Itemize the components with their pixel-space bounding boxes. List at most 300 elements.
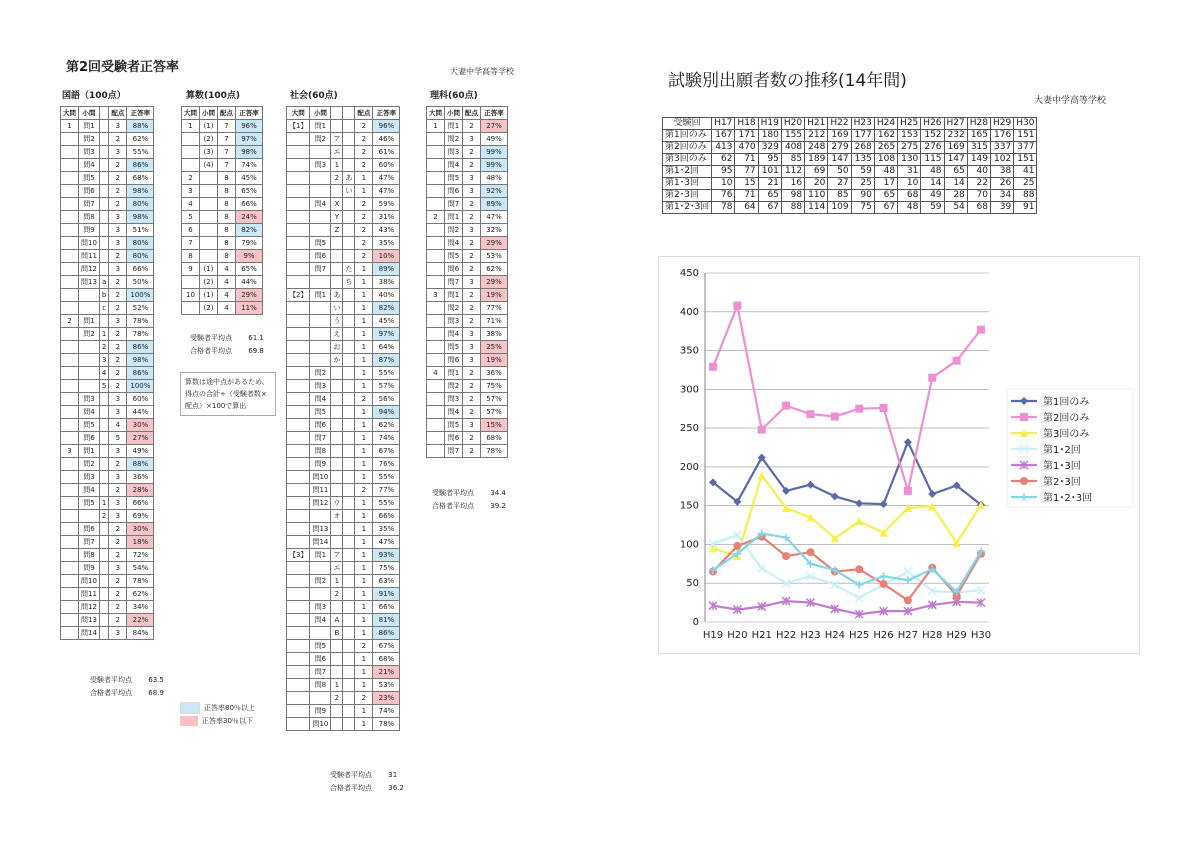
table-cell: 2 [109, 341, 127, 354]
table-cell: 98% [236, 146, 263, 159]
rika-avg-examinee: 受験者平均点 34.4 [432, 489, 506, 497]
table-cell: 4 [218, 302, 236, 315]
table-cell: 75 [851, 202, 874, 214]
table-cell [343, 250, 355, 263]
table-cell: 8 [218, 224, 236, 237]
table-cell: 問4 [310, 198, 331, 211]
table-row [287, 601, 400, 614]
table-row [427, 159, 508, 172]
y-tick-label: 350 [679, 345, 699, 357]
table-cell: (1) [200, 289, 218, 302]
table-cell: 問4 [445, 328, 463, 341]
table-cell [61, 237, 79, 250]
col-header: 配点 [218, 107, 236, 120]
table-cell: 3 [463, 185, 481, 198]
table-row [427, 367, 508, 380]
table-cell [343, 432, 355, 445]
table-cell: 問11 [79, 250, 100, 263]
table-row [61, 289, 154, 302]
table-row [287, 497, 400, 510]
table-row [61, 471, 154, 484]
table-cell [61, 263, 79, 276]
table-cell: 62 [712, 154, 735, 166]
table-cell: 問3 [445, 146, 463, 159]
table-cell: 70 [967, 190, 990, 202]
table-row [287, 367, 400, 380]
table-cell: 2 [109, 172, 127, 185]
table-row [427, 263, 508, 276]
table-cell: 【3】 [287, 549, 310, 562]
data-point [928, 374, 936, 382]
table-cell: 82% [373, 302, 400, 315]
data-point [758, 426, 766, 434]
table-cell: 88 [1014, 190, 1037, 202]
school-name-left: 大妻中学高等学校 [450, 67, 514, 76]
table-cell: 2 [109, 354, 127, 367]
table-cell: 50% [127, 276, 154, 289]
table-cell: 180 [758, 130, 781, 142]
table-cell: B [331, 627, 343, 640]
table-cell: 2 [463, 289, 481, 302]
table-cell: 62% [127, 588, 154, 601]
table-row [287, 120, 400, 133]
table-cell: 29% [236, 289, 263, 302]
table-cell: 167 [712, 130, 735, 142]
table-cell: 377 [1014, 142, 1037, 154]
table-cell: 44% [127, 406, 154, 419]
table-cell: Z [331, 224, 343, 237]
table-cell: 問2 [310, 133, 331, 146]
table-cell: 3 [109, 263, 127, 276]
table-cell: 問8 [310, 445, 331, 458]
table-row [287, 445, 400, 458]
table-cell [61, 224, 79, 237]
table-cell: 115 [921, 154, 944, 166]
table-row [287, 653, 400, 666]
table-cell [343, 510, 355, 523]
table-cell: 1 [355, 614, 373, 627]
table-cell: 98 [781, 190, 804, 202]
table-cell: 2 [109, 588, 127, 601]
table-cell: 276 [921, 142, 944, 154]
table-cell: 3 [463, 133, 481, 146]
table-cell: 第2回のみ [663, 142, 712, 154]
table-cell [343, 367, 355, 380]
table-cell: 80% [127, 250, 154, 263]
table-cell: 問4 [310, 393, 331, 406]
table-cell [343, 536, 355, 549]
table-cell: 1 [99, 497, 108, 510]
table-row [287, 575, 400, 588]
table-cell: 問2 [79, 328, 100, 341]
table-cell: 2 [355, 133, 373, 146]
table-cell: 2 [463, 367, 481, 380]
table-cell [287, 614, 310, 627]
table-row [287, 562, 400, 575]
table-row [61, 562, 154, 575]
col-header: 受験回 [663, 118, 712, 130]
table-cell [331, 380, 343, 393]
table-cell: 91 [1014, 202, 1037, 214]
table-cell: 72% [127, 549, 154, 562]
table-cell: 1 [99, 328, 108, 341]
table-cell: 275 [898, 142, 921, 154]
table-cell [343, 133, 355, 146]
table-cell: 問7 [310, 263, 331, 276]
table-cell: 5 [109, 432, 127, 445]
data-point [806, 410, 814, 418]
table-cell [343, 497, 355, 510]
table-row [287, 627, 400, 640]
table-cell: 問1 [445, 120, 463, 133]
table-cell [343, 289, 355, 302]
x-tick-label: H27 [897, 630, 919, 641]
table-row [427, 419, 508, 432]
table-cell [61, 406, 79, 419]
table-cell: 2 [109, 133, 127, 146]
table-cell: 40% [373, 289, 400, 302]
table-cell: 問14 [79, 627, 100, 640]
table-cell [200, 172, 218, 185]
table-cell: 109 [828, 202, 851, 214]
table-row [287, 692, 400, 705]
table-cell [287, 575, 310, 588]
table-cell [331, 250, 343, 263]
table-cell: 470 [735, 142, 758, 154]
table-cell: 189 [805, 154, 828, 166]
applicants-title: 試験別出願者数の推移(14年間) [668, 71, 907, 91]
table-row [287, 172, 400, 185]
table-cell: 問12 [310, 497, 331, 510]
x-tick-label: H20 [727, 630, 748, 641]
table-cell: (4) [200, 159, 218, 172]
series-line [713, 442, 981, 505]
table-cell: 155 [781, 130, 804, 142]
table-cell [99, 614, 108, 627]
table-cell: 3 [463, 276, 481, 289]
table-row [287, 263, 400, 276]
table-row [427, 237, 508, 250]
table-cell [61, 614, 79, 627]
table-cell: 92% [481, 185, 508, 198]
table-cell: 69% [127, 510, 154, 523]
table-cell: 1 [355, 419, 373, 432]
table-cell: 問3 [79, 146, 100, 159]
table-cell: 2 [109, 523, 127, 536]
table-cell: 1 [331, 159, 343, 172]
table-cell: 80% [127, 198, 154, 211]
table-cell: 68% [481, 432, 508, 445]
table-cell: 1 [61, 120, 79, 133]
table-cell [343, 653, 355, 666]
table-cell: 91% [373, 588, 400, 601]
table-cell: 68 [898, 190, 921, 202]
table-row [427, 341, 508, 354]
table-cell: 78% [373, 718, 400, 731]
table-cell: 97% [236, 133, 263, 146]
table-cell: 169 [944, 142, 967, 154]
table-cell: 2 [109, 185, 127, 198]
data-point [928, 490, 936, 498]
table-cell: 46% [373, 133, 400, 146]
table-cell [99, 536, 108, 549]
table-cell [287, 692, 310, 705]
table-cell [343, 627, 355, 640]
table-cell: 2 [109, 328, 127, 341]
table-cell [427, 224, 445, 237]
table-cell [99, 263, 108, 276]
table-cell [99, 523, 108, 536]
table-cell: 3 [109, 211, 127, 224]
table-cell [99, 575, 108, 588]
table-cell [343, 471, 355, 484]
table-cell: 1 [331, 679, 343, 692]
table-cell: 問5 [79, 172, 100, 185]
table-cell [310, 185, 331, 198]
table-cell: 1 [355, 185, 373, 198]
table-cell [61, 367, 79, 380]
data-point [977, 326, 985, 334]
table-cell: エ [331, 562, 343, 575]
table-cell: 2 [109, 367, 127, 380]
table-cell: 問12 [79, 601, 100, 614]
table-cell [61, 536, 79, 549]
table-cell [200, 250, 218, 263]
table-row [287, 705, 400, 718]
table-row [427, 380, 508, 393]
table-cell: 2 [355, 120, 373, 133]
table-row [427, 224, 508, 237]
table-cell: 98% [127, 354, 154, 367]
table-cell: あ [343, 172, 355, 185]
table-cell [343, 341, 355, 354]
data-point [782, 402, 790, 410]
table-cell [99, 432, 108, 445]
table-cell: (1) [200, 120, 218, 133]
data-point [855, 405, 863, 413]
table-cell [287, 497, 310, 510]
table-cell [61, 159, 79, 172]
table-cell: 66% [236, 198, 263, 211]
table-row [61, 419, 154, 432]
table-cell: 86% [373, 627, 400, 640]
table-cell [99, 172, 108, 185]
table-cell: 問4 [79, 484, 100, 497]
table-row [61, 575, 154, 588]
table-row [287, 276, 400, 289]
table-cell: 67 [758, 202, 781, 214]
table-cell [427, 393, 445, 406]
table-cell: 66% [373, 601, 400, 614]
table-cell: 1 [355, 302, 373, 315]
table-cell: 89% [481, 198, 508, 211]
table-cell [99, 393, 108, 406]
table-cell [61, 432, 79, 445]
table-cell [343, 406, 355, 419]
table-cell [79, 289, 100, 302]
table-row [182, 224, 263, 237]
table-cell: 408 [781, 142, 804, 154]
table-cell: 問1 [445, 367, 463, 380]
data-point [904, 596, 912, 604]
table-row [427, 185, 508, 198]
legend-label: 第1回のみ [1043, 397, 1090, 408]
col-header: 正答率 [127, 107, 154, 120]
table-cell: 78% [127, 315, 154, 328]
table-cell: 3 [182, 185, 200, 198]
sansu-avg-passer: 合格者平均点 69.8 [190, 347, 264, 355]
table-cell [343, 679, 355, 692]
table-cell: 35% [373, 237, 400, 250]
table-cell: 7 [218, 120, 236, 133]
table-cell: 10 [898, 178, 921, 190]
table-cell: 248 [805, 142, 828, 154]
data-point [831, 492, 839, 500]
table-cell: え [331, 328, 343, 341]
table-cell: 問2 [79, 133, 100, 146]
table-cell: 3 [109, 393, 127, 406]
table-cell: 3 [109, 120, 127, 133]
table-cell: 36% [481, 367, 508, 380]
table-cell: 67% [373, 445, 400, 458]
table-cell: 17 [874, 178, 897, 190]
table-cell [61, 185, 79, 198]
series-line [713, 475, 981, 556]
table-cell: 問1 [445, 211, 463, 224]
table-cell: 97% [373, 328, 400, 341]
table-cell: 8 [218, 172, 236, 185]
table-row [61, 536, 154, 549]
table-cell: 1 [355, 276, 373, 289]
table-row [61, 510, 154, 523]
table-cell: 問1 [310, 549, 331, 562]
table-cell: a [99, 276, 108, 289]
table-row [287, 640, 400, 653]
table-cell: 96% [236, 120, 263, 133]
table-cell: 問2 [445, 302, 463, 315]
col-header: 正答率 [236, 107, 263, 120]
table-cell: 2 [463, 250, 481, 263]
table-cell: 1 [355, 406, 373, 419]
table-row [61, 302, 154, 315]
table-cell: 2 [331, 692, 343, 705]
table-row [61, 328, 154, 341]
table-cell [182, 276, 200, 289]
table-cell: 28% [127, 484, 154, 497]
table-row [287, 224, 400, 237]
col-header: H17 [712, 118, 735, 130]
table-cell: 問2 [310, 575, 331, 588]
table-cell [61, 289, 79, 302]
table-cell [343, 588, 355, 601]
table-cell: 65 [944, 166, 967, 178]
table-cell [61, 328, 79, 341]
table-cell: 147 [828, 154, 851, 166]
col-header: 配点 [355, 107, 373, 120]
table-cell: 問9 [79, 562, 100, 575]
table-cell: 51% [127, 224, 154, 237]
table-cell: 15% [481, 419, 508, 432]
table-cell: 48% [481, 172, 508, 185]
table-cell [343, 601, 355, 614]
table-cell: 問6 [445, 354, 463, 367]
table-cell: 1 [355, 445, 373, 458]
table-cell: 問7 [445, 445, 463, 458]
data-point [806, 548, 814, 556]
table-cell [343, 146, 355, 159]
col-header: 小問 [79, 107, 100, 120]
table-cell: 78% [481, 445, 508, 458]
table-cell: 4 [218, 263, 236, 276]
table-cell [310, 302, 331, 315]
table-row [61, 263, 154, 276]
table-cell: 65% [236, 185, 263, 198]
table-cell [343, 419, 355, 432]
table-row [427, 328, 508, 341]
x-tick-label: H19 [702, 630, 724, 641]
table-cell [287, 185, 310, 198]
table-cell [287, 562, 310, 575]
table-cell [99, 406, 108, 419]
data-point [758, 471, 766, 479]
table-cell: 108 [874, 154, 897, 166]
table-cell [310, 172, 331, 185]
table-cell: 問5 [445, 172, 463, 185]
table-cell: 1 [355, 354, 373, 367]
table-cell: 問7 [310, 666, 331, 679]
table-row [61, 432, 154, 445]
table-cell [287, 341, 310, 354]
table-cell [287, 237, 310, 250]
table-cell: 4 [99, 367, 108, 380]
table-cell: 100% [127, 380, 154, 393]
table-cell: 85 [781, 154, 804, 166]
table-row [287, 432, 400, 445]
table-cell: 57% [481, 406, 508, 419]
table-cell [99, 484, 108, 497]
table-cell: 2 [182, 172, 200, 185]
table-cell: 第1･2回 [663, 166, 712, 178]
table-cell: 47% [481, 211, 508, 224]
applicants-table [662, 117, 1037, 214]
table-cell: 3 [463, 341, 481, 354]
table-row [287, 315, 400, 328]
table-cell [427, 250, 445, 263]
table-cell: 2 [355, 211, 373, 224]
table-row [663, 130, 1037, 142]
table-cell: 2 [109, 536, 127, 549]
table-cell [427, 315, 445, 328]
data-point [904, 438, 912, 446]
table-cell: 65% [236, 263, 263, 276]
table-cell: 26 [991, 178, 1014, 190]
table-cell: 問6 [79, 523, 100, 536]
table-cell: 2 [427, 211, 445, 224]
table-row [61, 445, 154, 458]
table-cell: (2) [200, 302, 218, 315]
table-cell: 問4 [445, 406, 463, 419]
table-cell [287, 315, 310, 328]
table-cell: 2 [109, 549, 127, 562]
table-cell: 101 [758, 166, 781, 178]
table-cell: 3 [109, 510, 127, 523]
table-cell: 第2･3回 [663, 190, 712, 202]
table-row [427, 211, 508, 224]
table-cell: 2 [109, 198, 127, 211]
data-point [831, 412, 839, 420]
table-cell: 147 [944, 154, 967, 166]
table-cell: 47% [373, 172, 400, 185]
